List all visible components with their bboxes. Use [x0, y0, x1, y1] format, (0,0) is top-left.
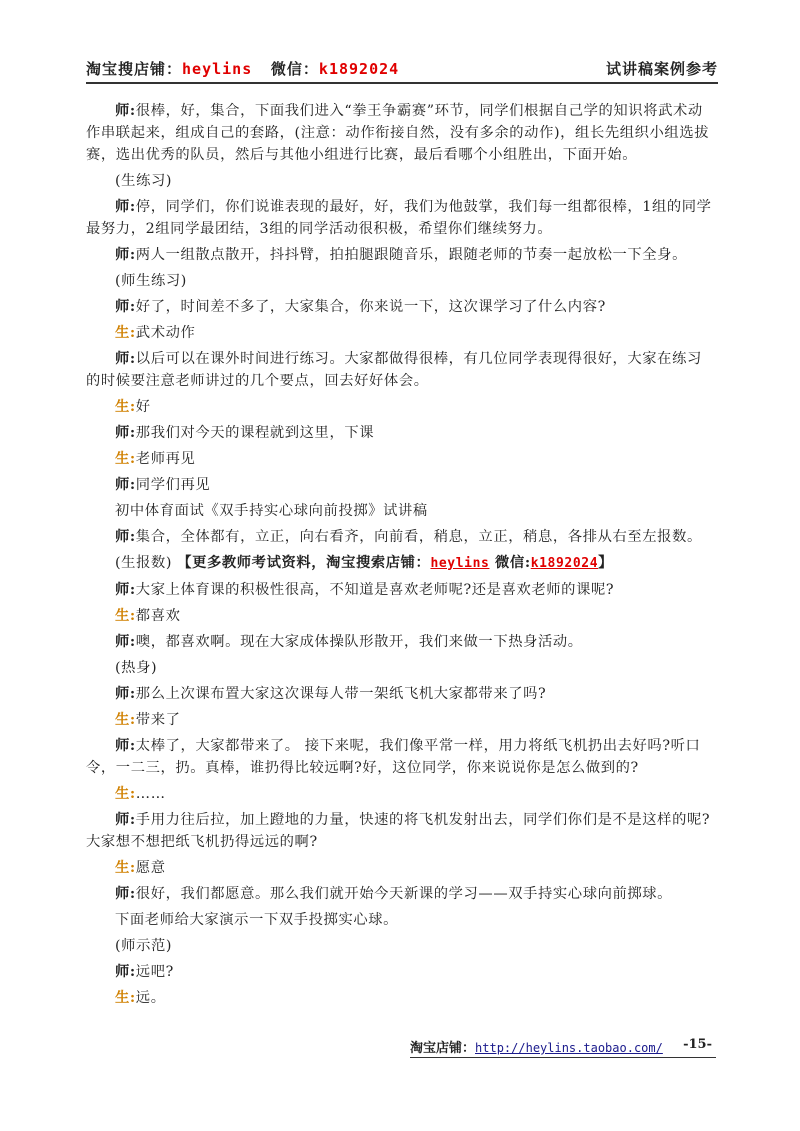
line-text: 太棒了，大家都带来了。 接下来呢，我们像平常一样，用力将纸飞机扔出去好吗?听口令，一二三，扔。真棒，谁扔得比较远啊?好，这位同学，你来说说你是怎么做到的?: [86, 738, 701, 776]
line-text: 下面老师给大家演示一下双手投掷实心球。: [115, 912, 399, 928]
transcript-line: 师:噢，都喜欢啊。现在大家成体操队形散开，我们来做一下热身活动。: [115, 634, 583, 650]
promo-suffix: 】: [598, 555, 614, 571]
promo-banner: [177, 555, 613, 571]
line-text: 噢，都喜欢啊。现在大家成体操队形散开，我们来做一下热身活动。: [135, 634, 583, 650]
transcript-line: 师:两人一组散点散开，抖抖臂，拍拍腿跟随音乐，跟随老师的节奏一起放松一下全身。: [115, 247, 687, 263]
speaker-teacher: 师: [115, 529, 130, 545]
transcript-line: 师:那么上次课布置大家这次课每人带一架纸飞机大家都带来了吗?: [115, 686, 547, 702]
transcript-line: [86, 170, 716, 192]
footer-shop-label: 淘宝店铺：: [410, 1041, 476, 1056]
line-text: 带来了: [135, 712, 181, 728]
line-text: 很好，我们都愿意。那么我们就开始今天新课的学习——双手持实心球向前掷球。: [135, 886, 673, 902]
transcript-line: 生:武术动作: [115, 325, 196, 341]
speaker-teacher: 师: [115, 351, 130, 367]
line-text: (师生练习): [115, 273, 187, 289]
line-text: 都喜欢: [135, 608, 181, 624]
page-number: -15-: [683, 1037, 712, 1052]
speaker-student: 生: [115, 712, 130, 728]
transcript-line: 生:远。: [115, 990, 166, 1006]
speaker-student: 生: [115, 608, 130, 624]
speaker-student: 生: [115, 860, 130, 876]
speaker-teacher: 师: [115, 425, 130, 441]
line-text: (热身): [115, 660, 158, 676]
transcript-line: 生:好: [115, 399, 151, 415]
footer-shop-url[interactable]: http://heylins.taobao.com/: [475, 1041, 663, 1055]
line-text: 老师再见: [135, 451, 196, 467]
header-title: 试讲稿案例参考: [605, 60, 718, 78]
transcript-line: 师:很棒，好，集合，下面我们进入“拳王争霸赛”环节，同学们根据自己学的知识将武术动作串联起来，组成自己的套路，(注意：动作衔接自然，没有多余的动作)，组长先组织小组选拔赛，选出优秀的队员，然后与其他小组进行比赛，最后看哪个小组胜出，下面开始。: [86, 103, 710, 163]
speaker-teacher: 师: [115, 886, 130, 902]
transcript-line: [86, 657, 716, 679]
speaker-teacher: 师: [115, 103, 130, 119]
line-text: 停，同学们，你们说谁表现的最好，好，我们为他鼓掌，我们每一组都很棒，1组的同学最努力，2组同学最团结，3组的同学活动很积极，希望你们继续努力。: [86, 199, 712, 237]
transcript-line: [86, 909, 716, 931]
line-text: 大家上体育课的积极性很高，不知道是喜欢老师呢?还是喜欢老师的课呢?: [135, 582, 615, 598]
speaker-student: 生: [115, 990, 130, 1006]
line-text: 远。: [135, 990, 166, 1006]
speaker-student: 生: [115, 786, 130, 802]
line-text: 愿意: [135, 860, 166, 876]
speaker-teacher: 师: [115, 812, 130, 828]
transcript-line: [86, 935, 716, 957]
speaker-teacher: 师: [115, 299, 130, 315]
header-wechat-id: k1892024: [318, 60, 400, 78]
transcript-line: 师:停，同学们，你们说谁表现的最好，好，我们为他鼓掌，我们每一组都很棒，1组的同学最努力，2组同学最团结，3组的同学活动很积极，希望你们继续努力。: [86, 199, 712, 237]
line-text: (师示范): [115, 938, 173, 954]
line-text: 初中体育面试《双手持实心球向前投掷》试讲稿: [115, 503, 428, 519]
line-text: 手用力往后拉，加上蹬地的力量，快速的将飞机发射出去，同学们你们是不是这样的呢?大家想不想把纸飞机扔得远远的啊?: [86, 812, 711, 850]
line-text: 好: [135, 399, 151, 415]
transcript-line: 师:远吧?: [115, 964, 174, 980]
transcript-line: 生:……: [115, 786, 166, 802]
transcript-line: 师:大家上体育课的积极性很高，不知道是喜欢老师呢?还是喜欢老师的课呢?: [115, 582, 615, 598]
promo-prefix: 【更多教师考试资料，淘宝搜索店铺：: [177, 555, 431, 571]
line-text: (生练习): [115, 173, 173, 189]
line-text: 好了，时间差不多了，大家集合，你来说一下，这次课学习了什么内容?: [135, 299, 606, 315]
line-text: 同学们再见: [135, 477, 211, 493]
transcript-line: 师:以后可以在课外时间进行练习。大家都做得很棒，有几位同学表现得很好，大家在练习的时候要注意老师讲过的几个要点，回去好好体会。: [86, 351, 702, 389]
transcript-line: 生:愿意: [115, 860, 166, 876]
speaker-student: 生: [115, 399, 130, 415]
speaker-teacher: 师: [115, 477, 130, 493]
transcript-line: 师:集合，全体都有，立正，向右看齐，向前看，稍息，立正，稍息，各排从右至左报数。: [115, 529, 702, 545]
line-text: 以后可以在课外时间进行练习。大家都做得很棒，有几位同学表现得很好，大家在练习的时候要注意老师讲过的几个要点，回去好好体会。: [86, 351, 702, 389]
transcript-line: 师:很好，我们都愿意。那么我们就开始今天新课的学习——双手持实心球向前掷球。: [115, 886, 673, 902]
page-footer: [410, 1037, 716, 1058]
line-text: 那我们对今天的课程就到这里，下课: [135, 425, 375, 441]
header-shop-name: heylins: [182, 60, 253, 78]
transcript-line: [86, 552, 716, 575]
line-text: 两人一组散点散开，抖抖臂，拍拍腿跟随音乐，跟随老师的节奏一起放松一下全身。: [135, 247, 687, 263]
transcript-body: [86, 100, 716, 1013]
line-text: (生报数): [115, 555, 178, 571]
line-text: 集合，全体都有，立正，向右看齐，向前看，稍息，立正，稍息，各排从右至左报数。: [135, 529, 702, 545]
speaker-teacher: 师: [115, 738, 130, 754]
header-shop-info: [86, 58, 399, 79]
line-text: ……: [135, 786, 166, 802]
speaker-teacher: 师: [115, 582, 130, 598]
line-text: 武术动作: [135, 325, 196, 341]
transcript-line: 师:那我们对今天的课程就到这里，下课: [115, 425, 375, 441]
header-wechat-label: 微信：: [270, 60, 319, 78]
line-text: 远吧?: [135, 964, 174, 980]
speaker-teacher: 师: [115, 964, 130, 980]
transcript-line: 师:同学们再见: [115, 477, 211, 493]
transcript-line: [86, 270, 716, 292]
transcript-line: [86, 500, 716, 522]
speaker-student: 生: [115, 451, 130, 467]
promo-mid: 微信:: [489, 555, 531, 571]
transcript-line: 师:手用力往后拉，加上蹬地的力量，快速的将飞机发射出去，同学们你们是不是这样的呢?大家想不想把纸飞机扔得远远的啊?: [86, 812, 711, 850]
transcript-line: 师:好了，时间差不多了，大家集合，你来说一下，这次课学习了什么内容?: [115, 299, 606, 315]
page-header: [86, 58, 718, 84]
line-text: 很棒，好，集合，下面我们进入“拳王争霸赛”环节，同学们根据自己学的知识将武术动作串联起来，组成自己的套路，(注意：动作衔接自然，没有多余的动作)，组长先组织小组选拔赛，选出优秀的队员，然后与其他小组进行比赛，最后看哪个小组胜出，下面开始。: [86, 103, 710, 163]
transcript-line: 生:带来了: [115, 712, 181, 728]
speaker-teacher: 师: [115, 199, 130, 215]
speaker-teacher: 师: [115, 634, 130, 650]
transcript-line: 生:老师再见: [115, 451, 196, 467]
promo-wechat[interactable]: k1892024: [530, 556, 599, 571]
speaker-teacher: 师: [115, 247, 130, 263]
transcript-line: 师:太棒了，大家都带来了。 接下来呢，我们像平常一样，用力将纸飞机扔出去好吗?听口令，一二三，扔。真棒，谁扔得比较远啊?好，这位同学，你来说说你是怎么做到的?: [86, 738, 701, 776]
promo-shop[interactable]: heylins: [430, 556, 490, 571]
line-text: 那么上次课布置大家这次课每人带一架纸飞机大家都带来了吗?: [135, 686, 547, 702]
speaker-student: 生: [115, 325, 130, 341]
header-shop-label: 淘宝搜店铺：: [86, 60, 183, 78]
transcript-line: 生:都喜欢: [115, 608, 181, 624]
speaker-teacher: 师: [115, 686, 130, 702]
